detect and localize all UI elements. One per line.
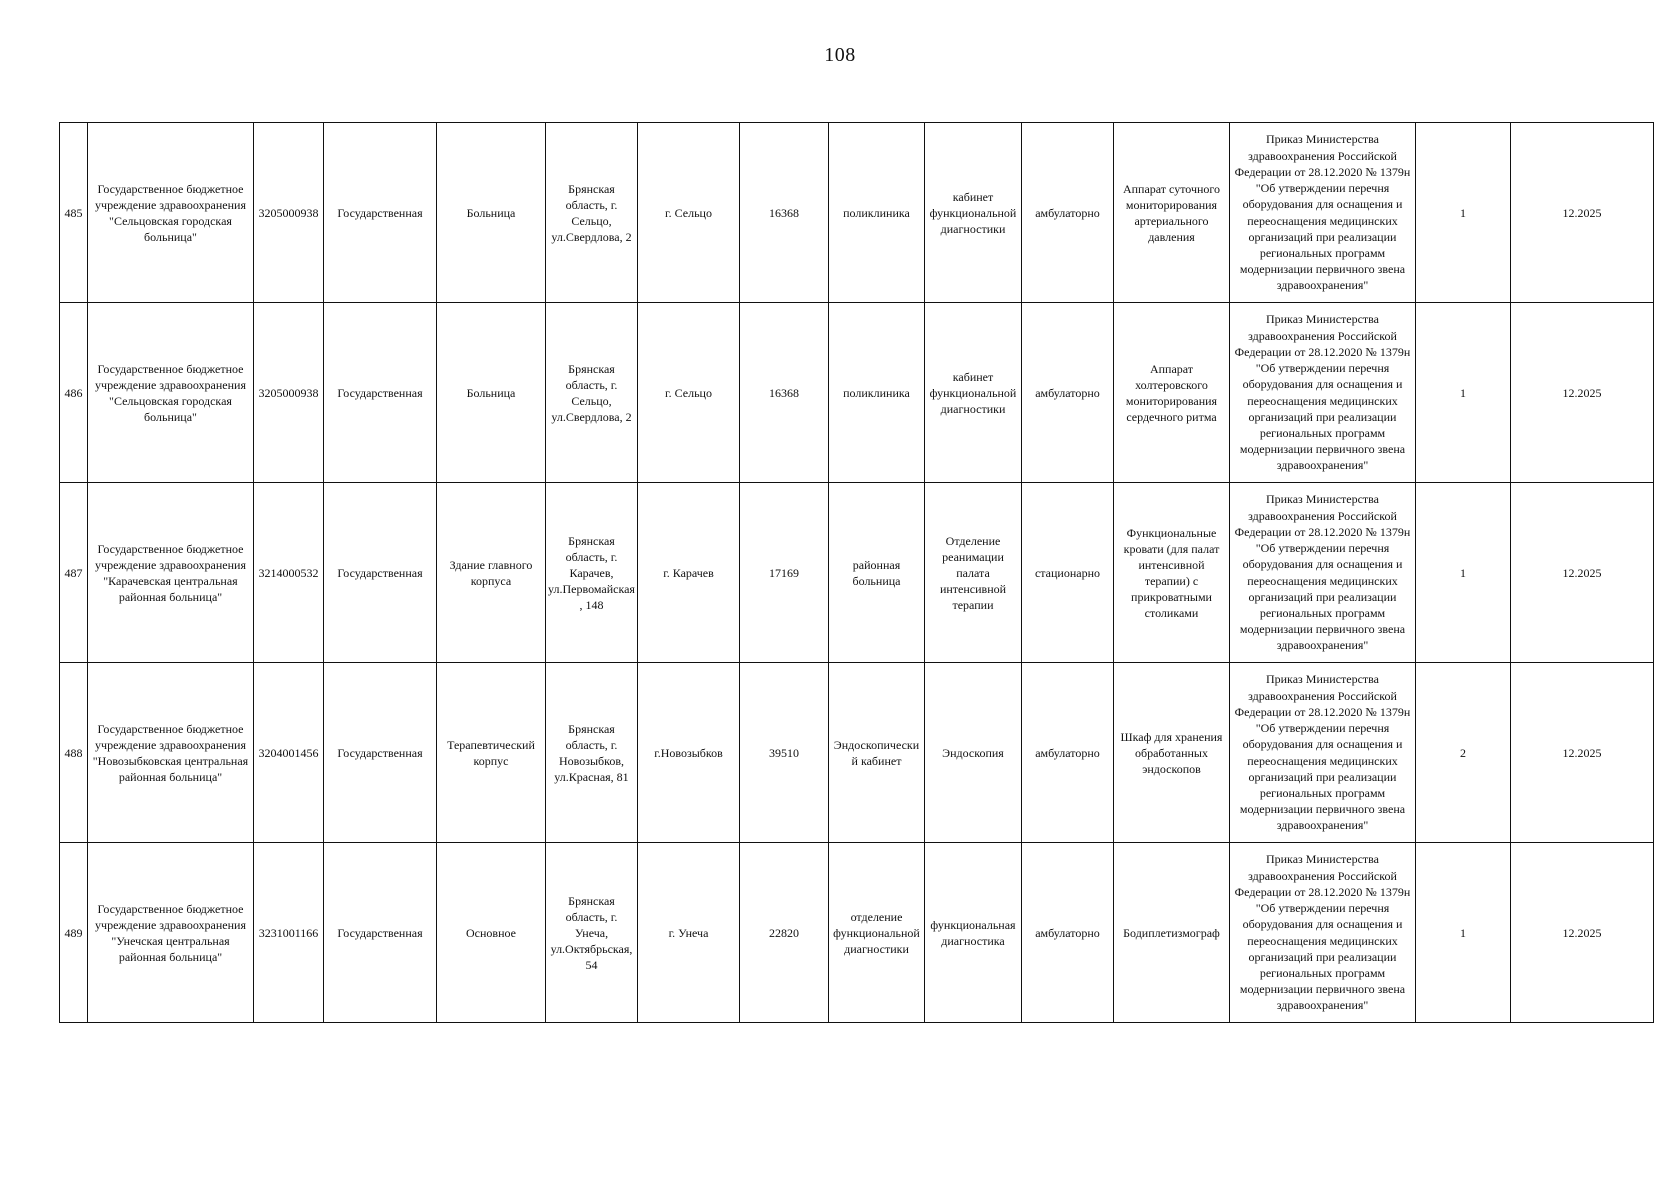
legal-basis-cell: Приказ Министерства здравоохранения Российской Федерации от 28.12.2020 № 1379н "Об утверждении перечня оборудования для оснащения и переоснащения медицинских организаций при реализации региональных программ модернизации первичного звена здравоохранения" bbox=[1230, 843, 1416, 1023]
deadline-cell: 12.2025 bbox=[1511, 483, 1654, 663]
population-cell: 22820 bbox=[740, 843, 829, 1023]
building-cell: Основное bbox=[437, 843, 546, 1023]
unit-cell: Отделение реанимации палата интенсивной терапии bbox=[925, 483, 1022, 663]
address-cell: Брянская область, г. Сельцо, ул.Свердлова, 2 bbox=[546, 303, 638, 483]
locality-cell: г. Унеча bbox=[638, 843, 740, 1023]
division-cell: районная больница bbox=[829, 483, 925, 663]
quantity-cell: 2 bbox=[1416, 663, 1511, 843]
institution-cell: Государственное бюджетное учреждение здравоохранения "Унечская центральная районная больница" bbox=[88, 843, 254, 1023]
institution-cell: Государственное бюджетное учреждение здравоохранения "Карачевская центральная районная больница" bbox=[88, 483, 254, 663]
institution-cell: Государственное бюджетное учреждение здравоохранения "Сельцовская городская больница" bbox=[88, 123, 254, 303]
population-cell: 39510 bbox=[740, 663, 829, 843]
ownership-cell: Государственная bbox=[324, 123, 437, 303]
deadline-cell: 12.2025 bbox=[1511, 123, 1654, 303]
locality-cell: г. Карачев bbox=[638, 483, 740, 663]
division-cell: отделение функциональной диагностики bbox=[829, 843, 925, 1023]
unit-cell: кабинет функциональной диагностики bbox=[925, 123, 1022, 303]
table-row bbox=[60, 303, 1654, 483]
care-form-cell: амбулаторно bbox=[1022, 303, 1114, 483]
equipment-register-table bbox=[59, 122, 1654, 1023]
row-number: 486 bbox=[60, 303, 88, 483]
deadline-cell: 12.2025 bbox=[1511, 303, 1654, 483]
ownership-cell: Государственная bbox=[324, 663, 437, 843]
locality-cell: г. Сельцо bbox=[638, 123, 740, 303]
inn-cell: 3205000938 bbox=[254, 303, 324, 483]
locality-cell: г.Новозыбков bbox=[638, 663, 740, 843]
address-cell: Брянская область, г. Карачев, ул.Первомайская, 148 bbox=[546, 483, 638, 663]
equipment-cell: Бодиплетизмограф bbox=[1114, 843, 1230, 1023]
address-cell: Брянская область, г. Новозыбков, ул.Красная, 81 bbox=[546, 663, 638, 843]
building-cell: Терапевтический корпус bbox=[437, 663, 546, 843]
care-form-cell: амбулаторно bbox=[1022, 663, 1114, 843]
institution-cell: Государственное бюджетное учреждение здравоохранения "Новозыбковская центральная районная больница" bbox=[88, 663, 254, 843]
row-number: 488 bbox=[60, 663, 88, 843]
table-row bbox=[60, 663, 1654, 843]
division-cell: поликлиника bbox=[829, 123, 925, 303]
equipment-cell: Аппарат холтеровского мониторирования сердечного ритма bbox=[1114, 303, 1230, 483]
deadline-cell: 12.2025 bbox=[1511, 843, 1654, 1023]
division-cell: поликлиника bbox=[829, 303, 925, 483]
equipment-cell: Функциональные кровати (для палат интенсивной терапии) с прикроватными столиками bbox=[1114, 483, 1230, 663]
building-cell: Больница bbox=[437, 303, 546, 483]
equipment-cell: Шкаф для хранения обработанных эндоскопов bbox=[1114, 663, 1230, 843]
ownership-cell: Государственная bbox=[324, 483, 437, 663]
care-form-cell: амбулаторно bbox=[1022, 843, 1114, 1023]
unit-cell: функциональная диагностика bbox=[925, 843, 1022, 1023]
row-number: 489 bbox=[60, 843, 88, 1023]
address-cell: Брянская область, г. Сельцо, ул.Свердлова, 2 bbox=[546, 123, 638, 303]
row-number: 485 bbox=[60, 123, 88, 303]
legal-basis-cell: Приказ Министерства здравоохранения Российской Федерации от 28.12.2020 № 1379н "Об утверждении перечня оборудования для оснащения и переоснащения медицинских организаций при реализации региональных программ модернизации первичного звена здравоохранения" bbox=[1230, 663, 1416, 843]
locality-cell: г. Сельцо bbox=[638, 303, 740, 483]
quantity-cell: 1 bbox=[1416, 123, 1511, 303]
quantity-cell: 1 bbox=[1416, 483, 1511, 663]
table-body bbox=[60, 123, 1654, 1023]
population-cell: 17169 bbox=[740, 483, 829, 663]
population-cell: 16368 bbox=[740, 123, 829, 303]
population-cell: 16368 bbox=[740, 303, 829, 483]
table-row bbox=[60, 123, 1654, 303]
quantity-cell: 1 bbox=[1416, 303, 1511, 483]
ownership-cell: Государственная bbox=[324, 843, 437, 1023]
care-form-cell: амбулаторно bbox=[1022, 123, 1114, 303]
unit-cell: Эндоскопия bbox=[925, 663, 1022, 843]
division-cell: Эндоскопический кабинет bbox=[829, 663, 925, 843]
inn-cell: 3214000532 bbox=[254, 483, 324, 663]
table-row bbox=[60, 483, 1654, 663]
inn-cell: 3204001456 bbox=[254, 663, 324, 843]
building-cell: Здание главного корпуса bbox=[437, 483, 546, 663]
unit-cell: кабинет функциональной диагностики bbox=[925, 303, 1022, 483]
legal-basis-cell: Приказ Министерства здравоохранения Российской Федерации от 28.12.2020 № 1379н "Об утверждении перечня оборудования для оснащения и переоснащения медицинских организаций при реализации региональных программ модернизации первичного звена здравоохранения" bbox=[1230, 303, 1416, 483]
deadline-cell: 12.2025 bbox=[1511, 663, 1654, 843]
building-cell: Больница bbox=[437, 123, 546, 303]
institution-cell: Государственное бюджетное учреждение здравоохранения "Сельцовская городская больница" bbox=[88, 303, 254, 483]
page-number: 108 bbox=[824, 44, 856, 66]
quantity-cell: 1 bbox=[1416, 843, 1511, 1023]
inn-cell: 3231001166 bbox=[254, 843, 324, 1023]
care-form-cell: стационарно bbox=[1022, 483, 1114, 663]
equipment-cell: Аппарат суточного мониторирования артериального давления bbox=[1114, 123, 1230, 303]
row-number: 487 bbox=[60, 483, 88, 663]
legal-basis-cell: Приказ Министерства здравоохранения Российской Федерации от 28.12.2020 № 1379н "Об утверждении перечня оборудования для оснащения и переоснащения медицинских организаций при реализации региональных программ модернизации первичного звена здравоохранения" bbox=[1230, 123, 1416, 303]
ownership-cell: Государственная bbox=[324, 303, 437, 483]
address-cell: Брянская область, г. Унеча, ул.Октябрьская, 54 bbox=[546, 843, 638, 1023]
legal-basis-cell: Приказ Министерства здравоохранения Российской Федерации от 28.12.2020 № 1379н "Об утверждении перечня оборудования для оснащения и переоснащения медицинских организаций при реализации региональных программ модернизации первичного звена здравоохранения" bbox=[1230, 483, 1416, 663]
table-row bbox=[60, 843, 1654, 1023]
inn-cell: 3205000938 bbox=[254, 123, 324, 303]
